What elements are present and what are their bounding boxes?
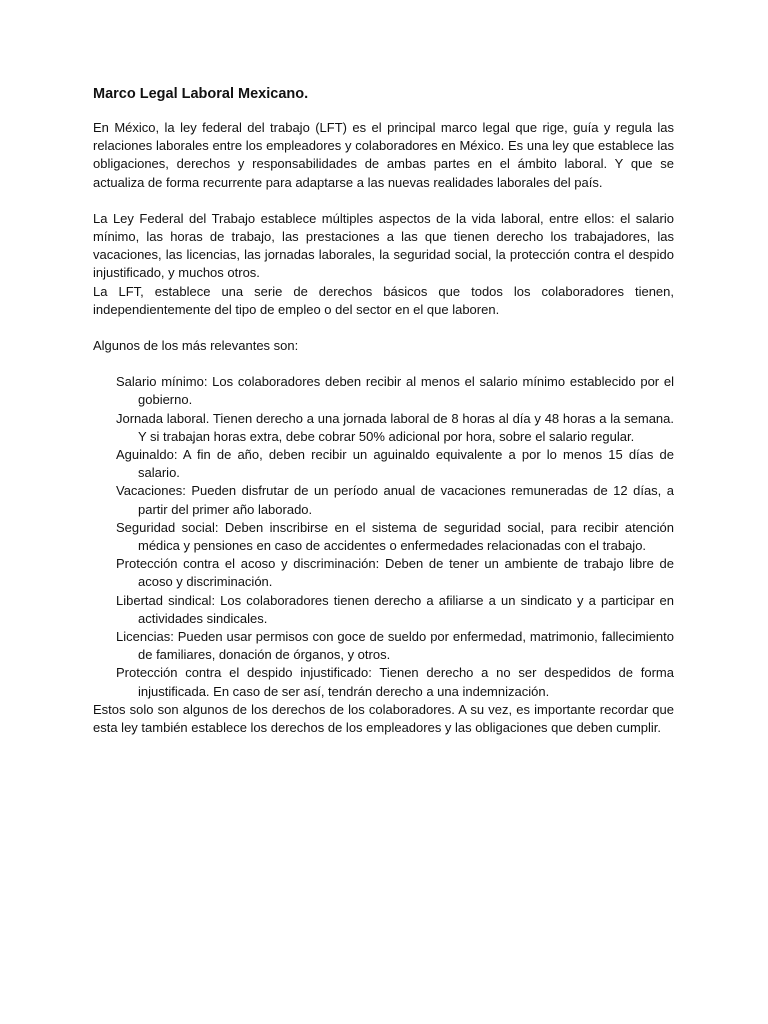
document-title: Marco Legal Laboral Mexicano. [93,86,309,102]
list-item-proteccion-acoso: Protección contra el acoso y discriminación: Deben de tener un ambiente de trabajo libre de acoso y discriminación. [116,556,674,590]
lft-aspects-paragraph: La Ley Federal del Trabajo establece múltiples aspectos de la vida laboral, entre ellos: el salario mínimo, las horas de trabajo, las prestaciones a las que tienen derecho los trabajadores, las vacaciones, las licencias, las jornadas laborales, la seguridad social, la protección contra el despido injustificado, y muchos otros. [93,210,674,281]
list-item-proteccion-despido: Protección contra el despido injustificado: Tienen derecho a no ser despedidos de forma injustificada. En caso de ser así, tendrán derecho a una indemnización. [116,665,674,699]
list-item-licencias: Licencias: Pueden usar permisos con goce de sueldo por enfermedad, matrimonio, fallecimiento de familiares, donación de órganos, y otros. [116,629,674,663]
list-item-libertad-sindical: Libertad sindical: Los colaboradores tienen derecho a afiliarse a un sindicato y a participar en actividades sindicales. [116,592,674,626]
list-item-seguridad-social: Seguridad social: Deben inscribirse en el sistema de seguridad social, para recibir atención médica y pensiones en caso de accidentes o enfermedades relacionadas con el trabajo. [116,519,674,554]
document-page [93,85,674,737]
rights-list [93,373,674,701]
basic-rights-paragraph: La LFT, establece una serie de derechos básicos que todos los colaboradores tienen, independientemente del tipo de empleo o del sector en el que laboren. [93,283,674,317]
list-item-jornada-laboral: Jornada laboral. Tienen derecho a una jornada laboral de 8 horas al día y 48 horas a la semana. Y si trabajan horas extra, debe cobrar 50% adicional por hora, sobre el salario regular. [116,410,674,444]
list-item-aguinaldo: Aguinaldo: A fin de año, deben recibir un aguinaldo equivalente a por lo menos 15 días de salario. [116,447,674,481]
list-intro-paragraph: Algunos de los más relevantes son: [93,338,299,354]
intro-paragraph: En México, la ley federal del trabajo (LFT) es el principal marco legal que rige, guía y regula las relaciones laborales entre los empleadores y colaboradores en México. Es una ley que establece las obligaciones, derechos y responsabilidades de ambas partes en el ámbito laboral. Y que se actualiza de forma recurrente para adaptarse a las nuevas realidades laborales del país. [93,120,674,190]
list-item-vacaciones: Vacaciones: Pueden disfrutar de un período anual de vacaciones remuneradas de 12 días, a partir del primer año laborado. [116,483,674,517]
list-item-salario-minimo: Salario mínimo: Los colaboradores deben recibir al menos el salario mínimo establecido por el gobierno. [116,374,674,408]
closing-paragraph: Estos solo son algunos de los derechos de los colaboradores. A su vez, es importante recordar que esta ley también establece los derechos de los empleadores y las obligaciones que deben cumplir. [93,701,674,736]
